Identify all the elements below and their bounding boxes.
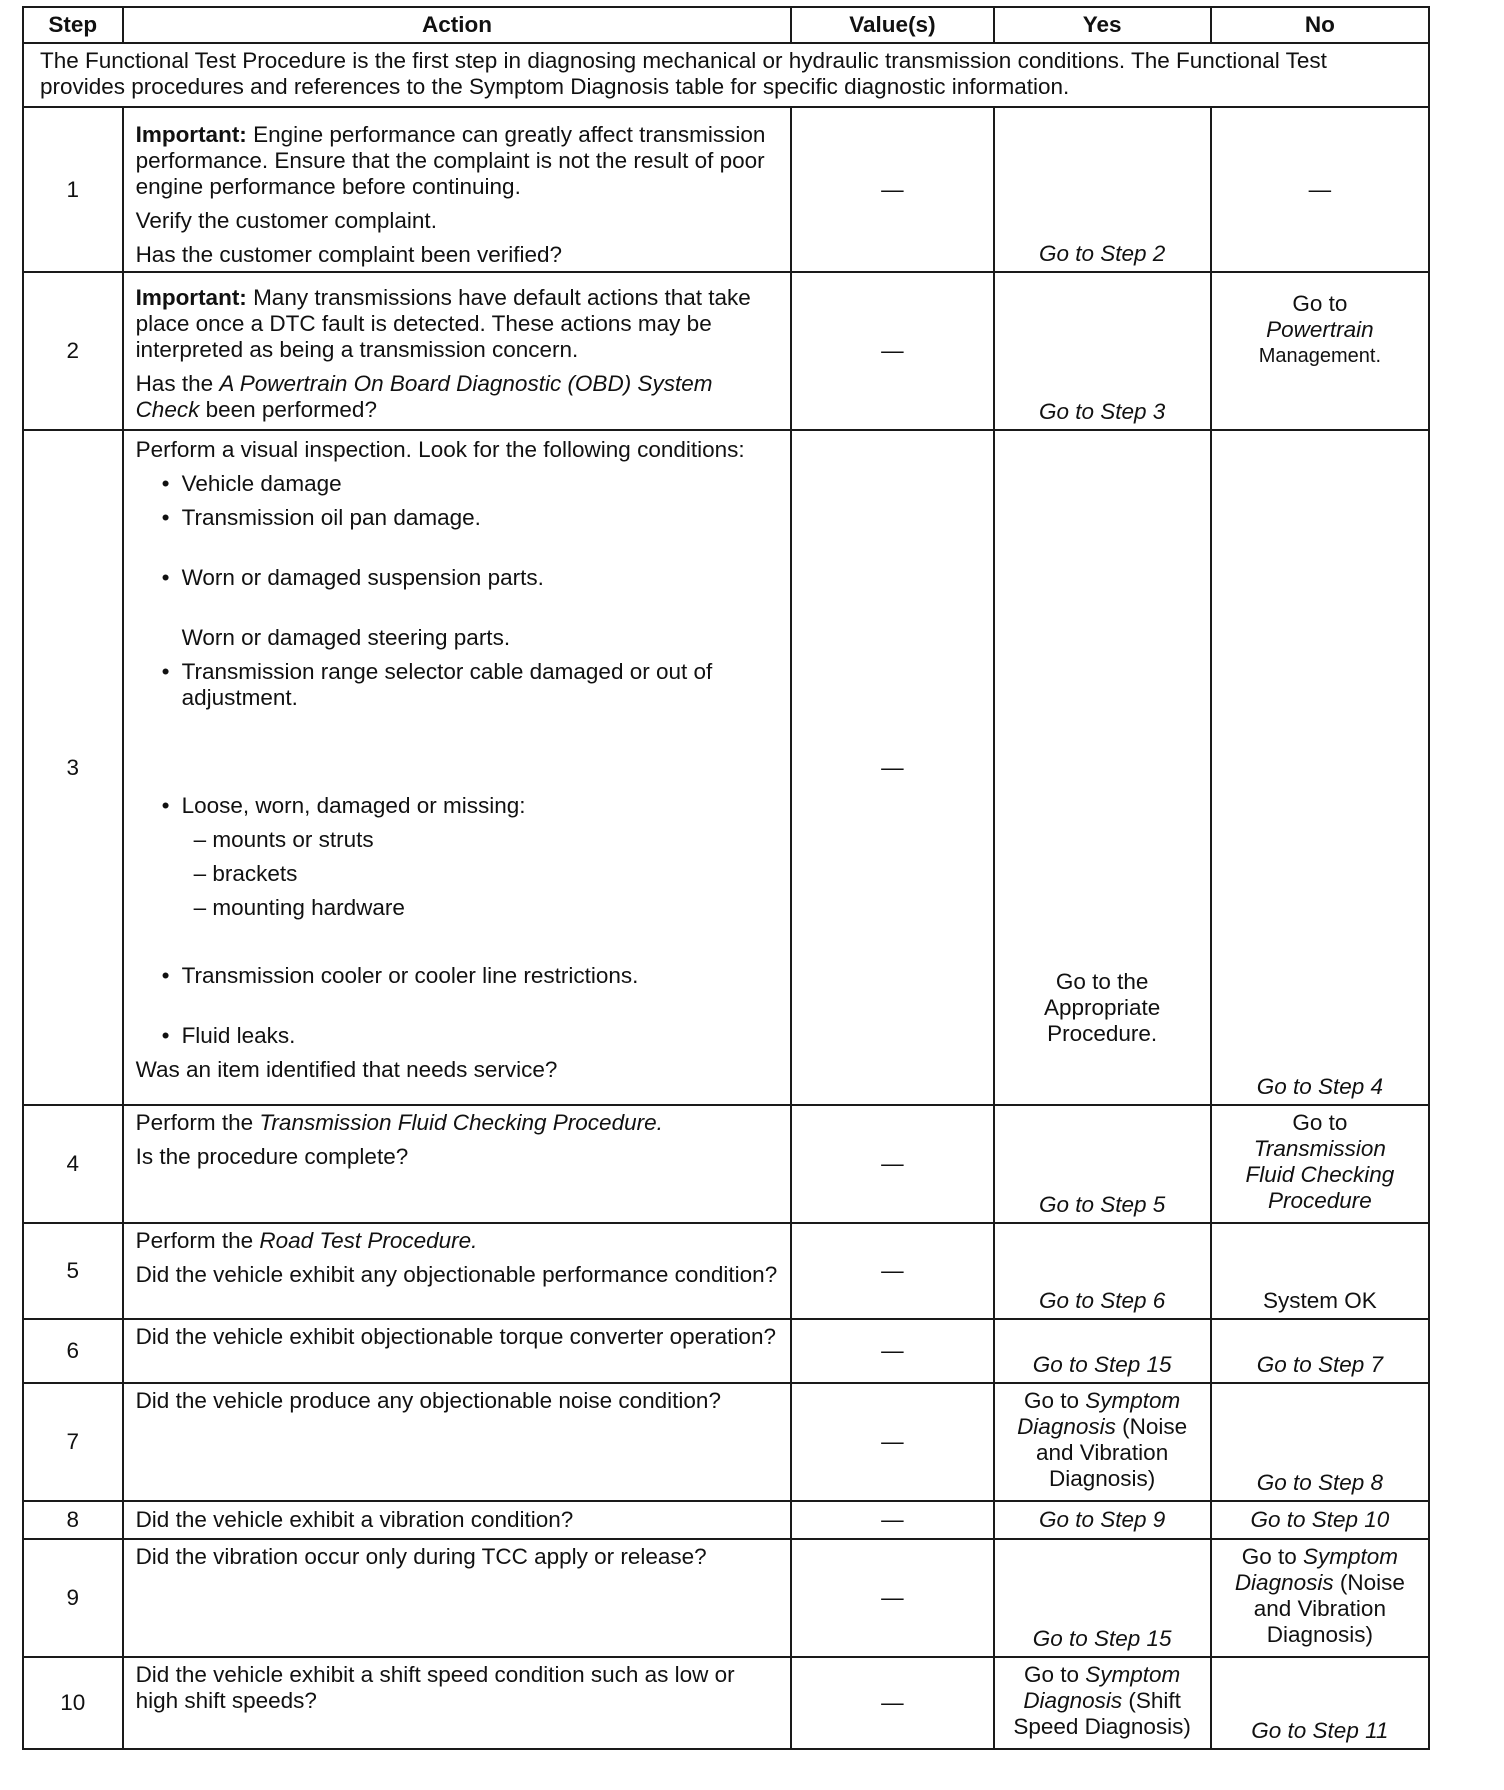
action-text: Perform the — [135, 1110, 260, 1135]
yes-text: Go to — [1023, 1662, 1086, 1687]
value-cell: — — [791, 1501, 993, 1539]
yes-cell — [994, 1383, 1211, 1501]
no-cell — [1211, 1319, 1429, 1383]
yes-line: Procedure. — [1047, 1021, 1158, 1046]
no-link[interactable]: Go to Step 8 — [1256, 1470, 1384, 1495]
list-item: • Transmission oil pan damage. — [136, 505, 779, 531]
yes-link[interactable]: Go to Step 15 — [1032, 1626, 1172, 1651]
no-link[interactable] — [1212, 1110, 1428, 1214]
yes-cell — [994, 1223, 1211, 1319]
action-line — [136, 1228, 779, 1254]
list-subitem: – mounting hardware — [193, 895, 405, 920]
action-cell — [123, 1223, 792, 1319]
fluid-checking-procedure-link[interactable]: Transmission Fluid Checking Procedure. — [259, 1110, 663, 1135]
list-item: • Fluid leaks. — [136, 1023, 779, 1049]
yes-cell — [994, 430, 1211, 1105]
action-cell — [123, 272, 792, 430]
yes-link[interactable] — [995, 969, 1210, 1047]
action-text: Perform the — [135, 1228, 260, 1253]
road-test-procedure-link[interactable]: Road Test Procedure. — [259, 1228, 478, 1253]
yes-link[interactable]: Go to Step 9 — [1038, 1507, 1166, 1532]
table-row — [23, 1223, 1429, 1319]
yes-line: Go to the — [1055, 969, 1149, 994]
step-number: 7 — [23, 1383, 123, 1501]
yes-link[interactable]: Go to Step 6 — [1038, 1288, 1166, 1313]
yes-cell — [994, 107, 1211, 272]
no-cell — [1211, 1105, 1429, 1223]
no-link[interactable]: Go to Step 7 — [1256, 1352, 1384, 1377]
step-number: 10 — [23, 1657, 123, 1749]
value-cell: — — [791, 1539, 993, 1657]
table-row — [23, 107, 1429, 272]
important-label: Important: — [135, 122, 247, 147]
no-link[interactable] — [1212, 1544, 1428, 1648]
intro-text: The Functional Test Procedure is the first step in diagnosing mechanical or hydraulic transmission conditions. The Functional Test provides procedures and references to the Symptom Diagnosis table for specific diagnostic information. — [23, 43, 1429, 107]
no-cell — [1211, 430, 1429, 1105]
action-question: Did the vehicle produce any objectionable noise condition? — [135, 1388, 721, 1413]
no-cell — [1211, 272, 1429, 430]
no-line: Powertrain — [1266, 317, 1374, 342]
important-label: Important: — [135, 285, 247, 310]
no-cell — [1211, 1383, 1429, 1501]
value-cell: — — [791, 1319, 993, 1383]
list-subitem: – brackets — [193, 861, 298, 886]
no-line: Management. — [1258, 345, 1382, 367]
yes-cell — [994, 1105, 1211, 1223]
step-number: 8 — [23, 1501, 123, 1539]
header-yes: Yes — [994, 7, 1211, 43]
obd-check-link[interactable]: A Powertrain On Board Diagnostic (OBD) System Check — [135, 371, 713, 422]
header-action: Action — [123, 7, 792, 43]
value-cell: — — [791, 1223, 993, 1319]
list-item: • Vehicle damage — [136, 471, 779, 497]
action-cell — [123, 1105, 792, 1223]
yes-link[interactable]: Go to Step 15 — [1032, 1352, 1172, 1377]
step-number: 2 — [23, 272, 123, 430]
yes-link[interactable]: Go to Step 3 — [1038, 399, 1166, 424]
header-step: Step — [23, 7, 123, 43]
table-row — [23, 1105, 1429, 1223]
action-question: Did the vibration occur only during TCC apply or release? — [135, 1544, 707, 1569]
list-item: • Transmission cooler or cooler line restrictions. — [136, 963, 779, 989]
no-line: Procedure — [1267, 1188, 1372, 1213]
action-cell — [123, 1319, 792, 1383]
no-link[interactable]: Go to Step 4 — [1256, 1074, 1384, 1099]
action-line — [136, 1110, 779, 1136]
no-link[interactable] — [1212, 291, 1428, 369]
action-cell — [123, 1657, 792, 1749]
value-cell: — — [791, 1383, 993, 1501]
table-row — [23, 1383, 1429, 1501]
step-number: 9 — [23, 1539, 123, 1657]
list-subitem: – mounts or struts — [193, 827, 374, 852]
yes-text: (Noise and Vibration Diagnosis) — [1036, 1414, 1188, 1491]
step-number: 1 — [23, 107, 123, 272]
yes-link[interactable] — [995, 1388, 1210, 1492]
yes-cell — [994, 1657, 1211, 1749]
symptom-diagnosis-link[interactable]: Symptom Diagnosis — [1023, 1662, 1181, 1713]
action-question: Did the vehicle exhibit any objectionable performance condition? — [135, 1262, 778, 1287]
action-question: Did the vehicle exhibit a vibration condition? — [135, 1507, 574, 1532]
important-note — [136, 122, 779, 200]
yes-text: (Shift Speed Diagnosis) — [1013, 1688, 1191, 1739]
value-cell: — — [791, 1657, 993, 1749]
list-item: • Worn or damaged suspension parts. — [136, 565, 779, 591]
action-cell — [123, 1501, 792, 1539]
table-row — [23, 272, 1429, 430]
symptom-diagnosis-link[interactable]: Symptom Diagnosis — [1234, 1544, 1399, 1595]
table-row — [23, 1657, 1429, 1749]
value-cell: — — [791, 107, 993, 272]
yes-link[interactable] — [995, 1662, 1210, 1740]
yes-cell — [994, 272, 1211, 430]
value-cell: — — [791, 1105, 993, 1223]
important-note — [136, 285, 779, 363]
action-question — [136, 371, 779, 423]
step-number: 4 — [23, 1105, 123, 1223]
table-row — [23, 1539, 1429, 1657]
yes-cell — [994, 1319, 1211, 1383]
functional-test-table — [22, 6, 1430, 1750]
yes-cell — [994, 1501, 1211, 1539]
no-cell — [1211, 1539, 1429, 1657]
yes-text: Go to — [1023, 1388, 1086, 1413]
header-values: Value(s) — [791, 7, 993, 43]
no-cell — [1211, 1223, 1429, 1319]
action-question: Was an item identified that needs service? — [135, 1057, 558, 1082]
no-cell — [1211, 1657, 1429, 1749]
action-cell — [123, 430, 792, 1105]
step-number: 5 — [23, 1223, 123, 1319]
step-number: 3 — [23, 430, 123, 1105]
header-no: No — [1211, 7, 1429, 43]
action-cell — [123, 1383, 792, 1501]
no-line: Transmission — [1253, 1136, 1386, 1161]
step-number: 6 — [23, 1319, 123, 1383]
intro-row — [23, 43, 1429, 107]
table-header-row — [23, 7, 1429, 43]
question-text: been performed? — [199, 397, 377, 422]
table-row — [23, 430, 1429, 1105]
action-line: Verify the customer complaint. — [135, 208, 437, 233]
no-line: Fluid Checking — [1245, 1162, 1395, 1187]
no-cell: — — [1211, 107, 1429, 272]
yes-link[interactable]: Go to Step 2 — [1038, 241, 1166, 266]
action-question: Did the vehicle exhibit a shift speed condition such as low or high shift speeds? — [135, 1662, 735, 1713]
action-cell — [123, 1539, 792, 1657]
no-line: Go to — [1292, 1110, 1348, 1135]
value-cell: — — [791, 430, 993, 1105]
table-row — [23, 1319, 1429, 1383]
value-cell: — — [791, 272, 993, 430]
symptom-diagnosis-link[interactable]: Symptom Diagnosis — [1017, 1388, 1181, 1439]
important-text: Many transmissions have default actions that take place once a DTC fault is detected. These actions may be interpreted as being a transmission concern. — [135, 285, 751, 362]
yes-link[interactable]: Go to Step 5 — [1038, 1192, 1166, 1217]
no-text: (Noise and Vibration Diagnosis) — [1253, 1570, 1405, 1647]
no-text: Go to — [1241, 1544, 1303, 1569]
important-text: Engine performance can greatly affect transmission performance. Ensure that the complaint is not the result of poor engine performance before continuing. — [135, 122, 766, 199]
yes-line: Appropriate — [1043, 995, 1161, 1020]
no-cell — [1211, 1501, 1429, 1539]
no-link[interactable]: Go to Step 11 — [1251, 1718, 1389, 1743]
list-item: • Loose, worn, damaged or missing: — [136, 793, 779, 819]
yes-cell — [994, 1539, 1211, 1657]
question-text: Has the — [135, 371, 220, 396]
no-result: System OK — [1262, 1288, 1377, 1313]
action-cell — [123, 107, 792, 272]
list-item: • Transmission range selector cable damaged or out of adjustment. — [136, 659, 779, 711]
no-line: Go to — [1292, 291, 1348, 316]
action-line: Perform a visual inspection. Look for the following conditions: — [135, 437, 745, 462]
action-question: Did the vehicle exhibit objectionable torque converter operation? — [135, 1324, 776, 1349]
no-link[interactable]: Go to Step 10 — [1250, 1507, 1390, 1532]
list-item: Worn or damaged steering parts. — [181, 625, 511, 650]
action-question: Has the customer complaint been verified? — [135, 242, 563, 267]
table-row — [23, 1501, 1429, 1539]
action-question: Is the procedure complete? — [135, 1144, 409, 1169]
